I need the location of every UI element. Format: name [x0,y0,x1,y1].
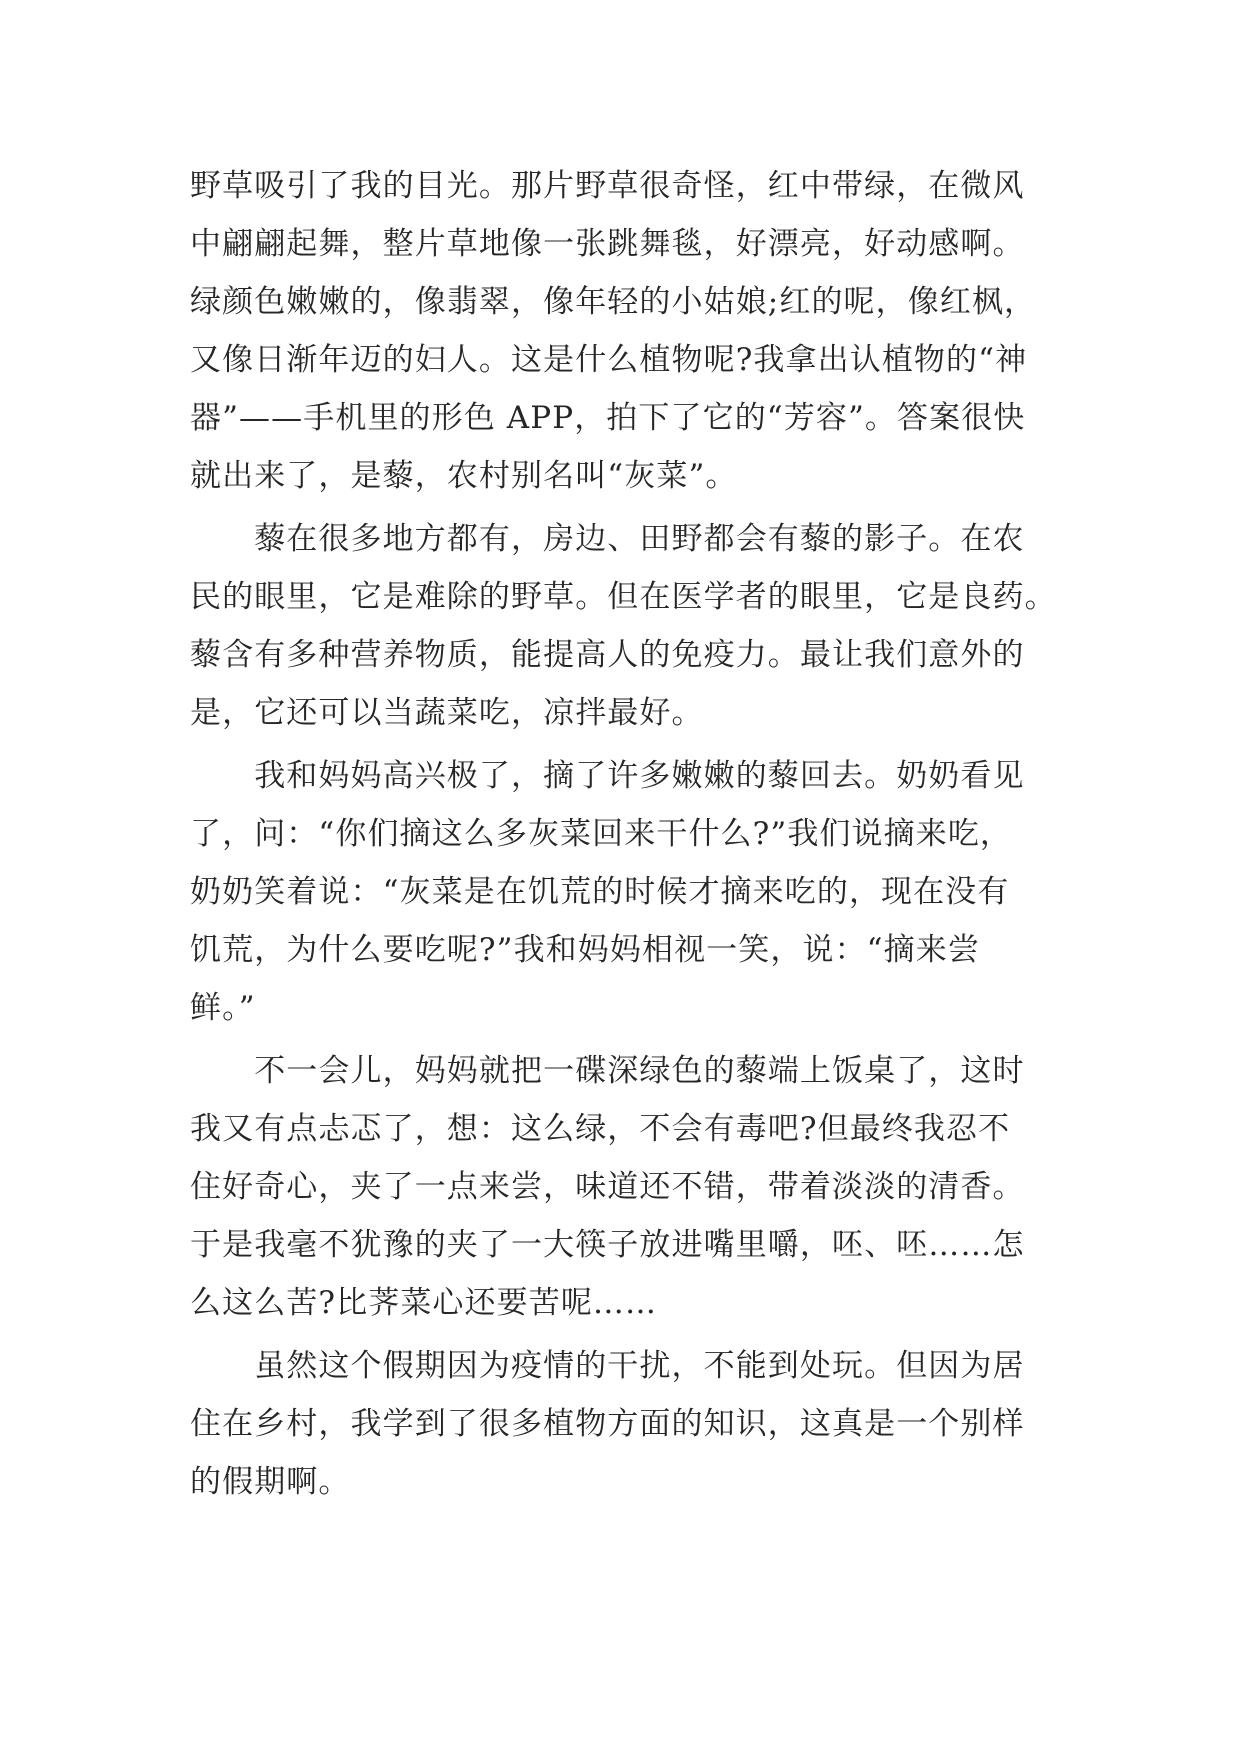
text-line: 藜在很多地方都有，房边、田野都会有藜的影子。在农 [190,521,1025,557]
body-text [190,157,1070,1511]
text-line: 饥荒，为什么要吃呢?”我和妈妈相视一笑，说：“摘来尝 [190,932,980,968]
text-line: 于是我毫不犹豫的夹了一大筷子放进嘴里嚼，呸、呸……怎 [190,1227,1025,1263]
text-line: 中翩翩起舞，整片草地像一张跳舞毯，好漂亮，好动感啊。 [190,226,1025,262]
paragraph [190,1337,1070,1511]
text-line: 又像日渐年迈的妇人。这是什么植物呢?我拿出认植物的“神 [190,342,1028,378]
paragraph [190,1042,1070,1332]
text-line: 住好奇心，夹了一点来尝，味道还不错，带着淡淡的清香。 [190,1169,1025,1205]
text-line: 么这么苦?比荠菜心还要苦呢…… [190,1285,658,1321]
paragraph [190,747,1070,1037]
text-line: 器”——手机里的形色 APP，拍下了它的“芳容”。答案很快 [190,400,1026,436]
text-line: 不一会儿，妈妈就把一碟深绿色的藜端上饭桌了，这时 [190,1053,1025,1089]
text-line: 虽然这个假期因为疫情的干扰，不能到处玩。但因为居 [190,1348,1025,1384]
text-line: 藜含有多种营养物质，能提高人的免疫力。最让我们意外的 [190,637,1025,673]
text-line: 民的眼里，它是难除的野草。但在医学者的眼里，它是良药。 [190,579,1057,615]
text-line: 野草吸引了我的目光。那片野草很奇怪，红中带绿，在微风 [190,168,1025,204]
paragraph [190,157,1070,505]
text-line: 的假期啊。 [190,1464,351,1500]
paragraph [190,510,1070,742]
text-line: 就出来了，是藜，农村别名叫“灰菜”。 [190,458,738,494]
text-line: 奶奶笑着说：“灰菜是在饥荒的时候才摘来吃的，现在没有 [190,874,1010,910]
text-line: 是，它还可以当蔬菜吃，凉拌最好。 [190,695,704,731]
text-line: 我又有点忐忑了，想：这么绿，不会有毒吧?但最终我忍不 [190,1111,1011,1147]
text-line: 住在乡村，我学到了很多植物方面的知识，这真是一个别样 [190,1406,1025,1442]
text-line: 了，问：“你们摘这么多灰菜回来干什么?”我们说摘来吃， [190,816,1013,852]
text-line: 鲜。” [190,990,256,1026]
text-line: 绿颜色嫩嫩的，像翡翠，像年轻的小姑娘;红的呢，像红枫， [190,284,1037,320]
text-line: 我和妈妈高兴极了，摘了许多嫩嫩的藜回去。奶奶看见 [190,758,1025,794]
